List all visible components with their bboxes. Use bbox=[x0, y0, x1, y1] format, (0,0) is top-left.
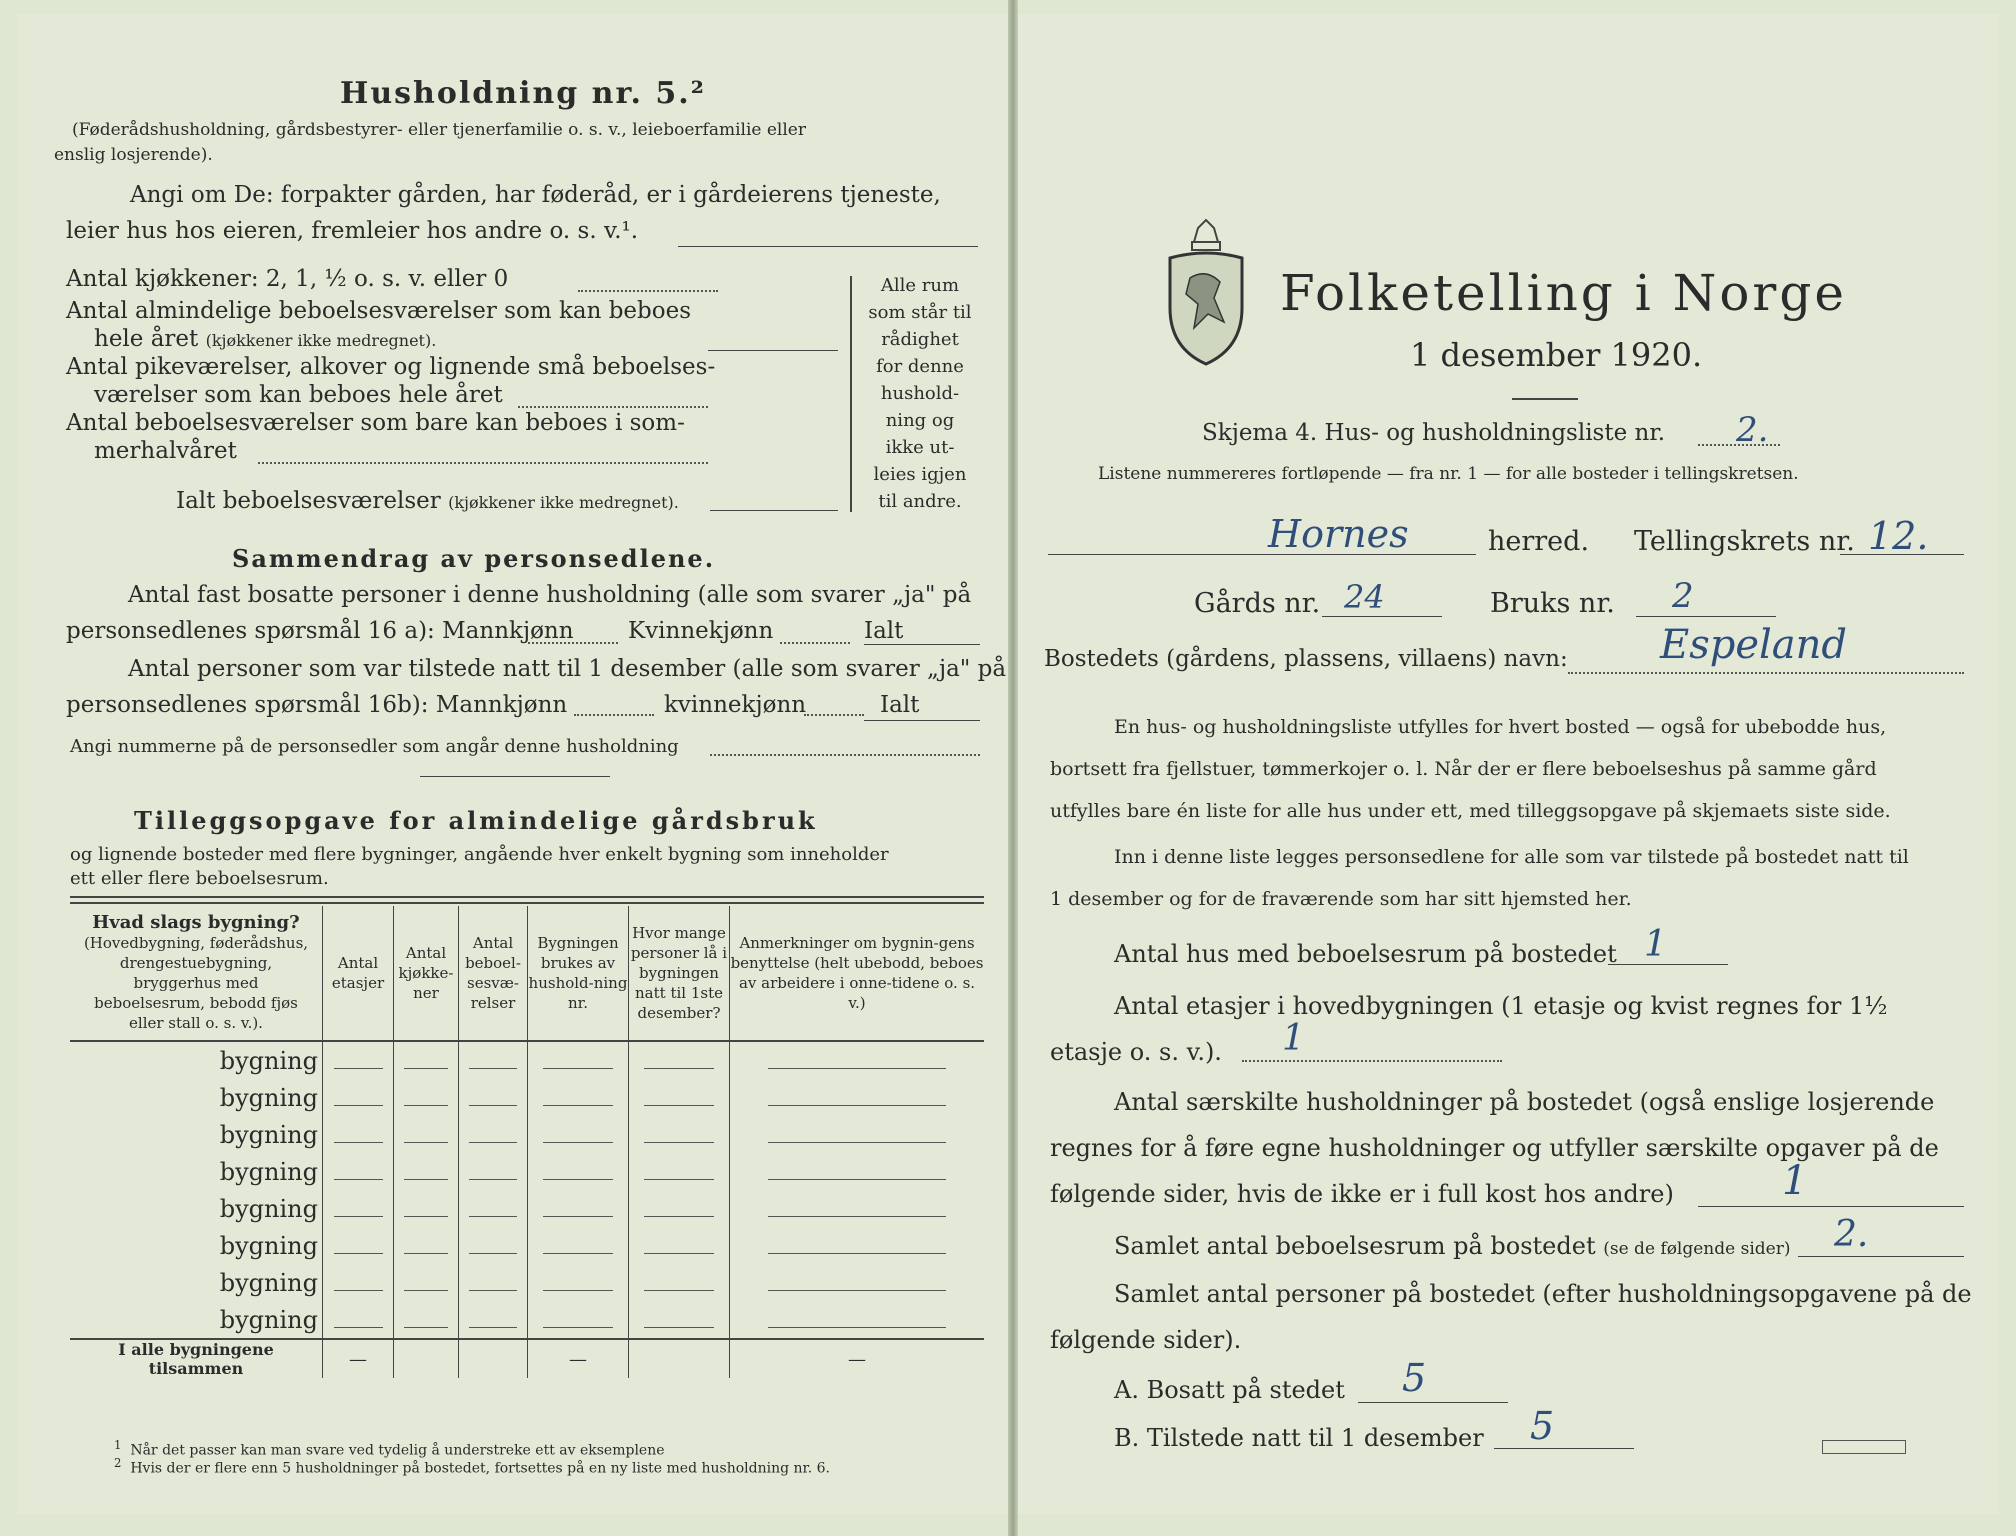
listene-note: Listene nummereres fortløpende — fra nr. 1 — for alle bosteder i tellingskretsen. bbox=[1098, 464, 1799, 484]
table-cell[interactable] bbox=[459, 1041, 528, 1079]
tilstede-line bbox=[1494, 1448, 1634, 1449]
etasjer-dots bbox=[1242, 1060, 1502, 1062]
fast-mann-dots bbox=[528, 642, 618, 644]
samlet-pers-line1: Samlet antal personer på bostedet (efter husholdningsopgavene på de bbox=[1114, 1280, 1972, 1308]
building-row-label: bygning bbox=[219, 1046, 318, 1075]
building-row-label: bygning bbox=[219, 1120, 318, 1149]
bruks-value: 2 bbox=[1672, 576, 1694, 616]
table-cell[interactable] bbox=[730, 1041, 985, 1079]
cell-line bbox=[469, 1142, 517, 1143]
table-cell[interactable] bbox=[730, 1190, 985, 1227]
cell-line bbox=[469, 1216, 517, 1217]
skjema-value: 2. bbox=[1736, 410, 1769, 450]
household-intro-line2: enslig losjerende). bbox=[54, 145, 213, 165]
building-row-label: bygning bbox=[219, 1231, 318, 1260]
sommer-label-line1: Antal beboelsesværelser som bare kan beboes i som- bbox=[66, 410, 685, 436]
table-row bbox=[70, 1116, 984, 1153]
table-cell[interactable] bbox=[459, 1264, 528, 1301]
table-cell[interactable] bbox=[629, 1116, 730, 1153]
building-row-label: bygning bbox=[219, 1157, 318, 1186]
samlet-rum-value: 2. bbox=[1834, 1214, 1869, 1255]
tilstede-ialt-line bbox=[864, 720, 980, 721]
fast-ialt-line bbox=[864, 644, 980, 645]
footnote-2: $^2$ Hvis der er flere enn 5 husholdninger på bostedet, fortsettes på en ny liste med husholdning nr. 6. bbox=[114, 1456, 830, 1477]
table-cell[interactable] bbox=[394, 1264, 459, 1301]
side-note-line: ning og bbox=[885, 410, 955, 431]
hus-label: Antal hus med beboelsesrum på bostedet bbox=[1114, 940, 1617, 968]
building-type-cell[interactable] bbox=[70, 1116, 323, 1153]
table-row bbox=[70, 1227, 984, 1264]
hus-value: 1 bbox=[1644, 924, 1667, 965]
total-cell[interactable] bbox=[394, 1339, 459, 1378]
cell-line bbox=[543, 1142, 613, 1143]
separator-rule bbox=[420, 776, 610, 777]
title-rule bbox=[1512, 398, 1578, 400]
cell-line bbox=[543, 1290, 613, 1291]
cell-line bbox=[543, 1105, 613, 1106]
cell-line bbox=[404, 1253, 449, 1254]
cell-line bbox=[543, 1179, 613, 1180]
cell-line bbox=[768, 1253, 946, 1254]
table-cell[interactable] bbox=[323, 1264, 394, 1301]
tilstede-line1: Antal personer som var tilstede natt til 1 desember (alle som svarer „ja" på bbox=[128, 656, 1007, 682]
bosted-label: Bostedets (gårdens, plassens, villaens) navn: bbox=[1044, 646, 1568, 672]
total-label: I alle bygningene tilsammen bbox=[70, 1339, 323, 1378]
cell-line bbox=[469, 1290, 517, 1291]
table-cell[interactable] bbox=[528, 1153, 629, 1190]
cell-line bbox=[644, 1253, 714, 1254]
census-date: 1 desember 1920. bbox=[1410, 336, 1703, 374]
cell-line bbox=[543, 1068, 613, 1069]
household-intro-line1: (Føderådshusholdning, gårdsbestyrer- eller tjenerfamilie o. s. v., leieboerfamilie eller bbox=[72, 120, 806, 140]
cell-line bbox=[404, 1290, 449, 1291]
table-row bbox=[70, 1264, 984, 1301]
table-cell[interactable] bbox=[629, 1190, 730, 1227]
etasjer-value: 1 bbox=[1282, 1018, 1305, 1059]
table-cell[interactable] bbox=[629, 1079, 730, 1116]
table-cell[interactable] bbox=[394, 1116, 459, 1153]
pike-label-line1: Antal pikeværelser, alkover og lignende små beboelses- bbox=[66, 354, 716, 380]
ialt-rum-answer-line bbox=[710, 510, 838, 511]
side-note bbox=[860, 272, 980, 515]
cell-line bbox=[404, 1105, 449, 1106]
cell-line bbox=[334, 1327, 383, 1328]
cell-line bbox=[334, 1253, 383, 1254]
etasjer-line1: Antal etasjer i hovedbygningen (1 etasje og kvist regnes for 1½ bbox=[1114, 992, 1888, 1020]
alm-label-line2: hele året (kjøkkener ikke medregnet). bbox=[94, 326, 437, 352]
cell-line bbox=[644, 1179, 714, 1180]
tillegg-title: Tilleggsopgave for almindelige gårdsbruk bbox=[134, 806, 818, 835]
samlet-rum-label: Samlet antal beboelsesrum på bostedet (se de følgende sider) bbox=[1114, 1232, 1791, 1260]
cell-line bbox=[334, 1290, 383, 1291]
fast-ialt-label: Ialt bbox=[864, 618, 904, 644]
cell-line bbox=[469, 1253, 517, 1254]
herred-line bbox=[1048, 554, 1476, 555]
fast-kvinne-dots bbox=[780, 642, 850, 644]
header-etasjer: Antal etasjer bbox=[323, 906, 394, 1041]
gards-label: Gårds nr. bbox=[1194, 588, 1321, 619]
table-top-rule2 bbox=[70, 902, 984, 904]
footnote-1: $^1$ Når det passer kan man svare ved tydelig å understreke ett av eksemplene bbox=[114, 1438, 665, 1459]
table-cell[interactable] bbox=[323, 1116, 394, 1153]
angi-line2: leier hus hos eieren, fremleier hos andre o. s. v.¹. bbox=[66, 218, 639, 244]
cell-line bbox=[543, 1253, 613, 1254]
cell-line bbox=[543, 1216, 613, 1217]
instruction-2a: Inn i denne liste legges personsedlene for alle som var tilstede på bostedet natt til bbox=[1114, 846, 1909, 868]
saerskilte-value: 1 bbox=[1782, 1158, 1808, 1204]
cell-line bbox=[768, 1216, 946, 1217]
side-brace bbox=[850, 276, 852, 512]
table-cell[interactable] bbox=[459, 1079, 528, 1116]
cell-line bbox=[644, 1216, 714, 1217]
table-cell[interactable] bbox=[528, 1301, 629, 1339]
table-cell[interactable] bbox=[730, 1116, 985, 1153]
table-cell[interactable] bbox=[394, 1190, 459, 1227]
cell-line bbox=[334, 1179, 383, 1180]
table-cell[interactable] bbox=[629, 1301, 730, 1339]
table-row bbox=[70, 1079, 984, 1116]
table-cell[interactable] bbox=[323, 1190, 394, 1227]
instruction-1c: utfylles bare én liste for alle hus under ett, med tilleggsopgave på skjemaets siste side. bbox=[1050, 800, 1891, 822]
cell-line bbox=[334, 1216, 383, 1217]
saerskilte-line1: Antal særskilte husholdninger på bostedet (også enslige losjerende bbox=[1114, 1088, 1935, 1116]
cell-line bbox=[768, 1105, 946, 1106]
side-note-line: hushold- bbox=[880, 383, 960, 404]
herred-label: herred. bbox=[1488, 526, 1590, 557]
bosted-dots bbox=[1568, 672, 1964, 674]
side-note-line: som står til bbox=[868, 302, 972, 323]
cell-line bbox=[334, 1105, 383, 1106]
table-cell[interactable] bbox=[528, 1264, 629, 1301]
side-note-line: for denne bbox=[876, 356, 964, 377]
cell-line bbox=[404, 1179, 449, 1180]
total-cell[interactable] bbox=[459, 1339, 528, 1378]
gards-line bbox=[1322, 616, 1442, 617]
cell-line bbox=[543, 1327, 613, 1328]
table-cell[interactable] bbox=[459, 1153, 528, 1190]
saerskilte-line2: regnes for å føre egne husholdninger og utfyller særskilte opgaver på de bbox=[1050, 1134, 1939, 1162]
krets-label: Tellingskrets nr. bbox=[1634, 526, 1855, 557]
cell-line bbox=[768, 1179, 946, 1180]
header-building-type: Hvad slags bygning? (Hovedbygning, føderådshus, drengestuebygning, bryggerhus med beboelsesrum, bebodd fjøs eller stall o. s. v.). bbox=[70, 906, 323, 1041]
side-note-line: til andre. bbox=[878, 491, 962, 512]
table-row bbox=[70, 1041, 984, 1079]
side-note-line: leies igjen bbox=[873, 464, 967, 485]
header-beboelsesvaerelser: Antal beboel-sesvæ-relser bbox=[459, 906, 528, 1041]
bosatt-value: 5 bbox=[1402, 1356, 1427, 1400]
table-cell[interactable] bbox=[323, 1153, 394, 1190]
bosatt-line bbox=[1358, 1402, 1508, 1403]
cell-line bbox=[644, 1068, 714, 1069]
cell-line bbox=[768, 1290, 946, 1291]
table-cell[interactable] bbox=[528, 1227, 629, 1264]
building-type-cell[interactable] bbox=[70, 1079, 323, 1116]
table-cell[interactable] bbox=[394, 1227, 459, 1264]
sommer-dots bbox=[258, 462, 708, 464]
instruction-2b: 1 desember og for de fraværende som har sitt hjemsted her. bbox=[1050, 888, 1632, 910]
tillegg-line2: ett eller flere beboelsesrum. bbox=[70, 868, 329, 889]
table-cell[interactable] bbox=[629, 1153, 730, 1190]
total-cell[interactable] bbox=[730, 1339, 985, 1378]
building-row-label: bygning bbox=[219, 1194, 318, 1223]
cell-line bbox=[469, 1179, 517, 1180]
nummer-label: Angi nummerne på de personsedler som angår denne husholdning bbox=[70, 736, 679, 757]
cell-line bbox=[768, 1068, 946, 1069]
cell-line bbox=[334, 1068, 383, 1069]
table-cell[interactable] bbox=[394, 1153, 459, 1190]
cell-line bbox=[644, 1142, 714, 1143]
table-cell[interactable] bbox=[528, 1041, 629, 1079]
tilstede-line2: personsedlenes spørsmål 16b): Mannkjønn bbox=[66, 692, 568, 718]
tilstede-value: 5 bbox=[1530, 1404, 1555, 1448]
alm-label-line1: Antal almindelige beboelsesværelser som kan beboes bbox=[66, 298, 692, 324]
samlet-rum-line bbox=[1798, 1256, 1964, 1257]
skjema-label: Skjema 4. Hus- og husholdningsliste nr. bbox=[1202, 420, 1666, 446]
header-anmerkninger: Anmerkninger om bygnin-gens benyttelse (helt ubebodd, beboes av arbeidere i onne-tidene o. s. v.) bbox=[730, 906, 985, 1041]
table-row bbox=[70, 1190, 984, 1227]
total-dash: — bbox=[569, 1348, 587, 1370]
table-cell[interactable] bbox=[528, 1116, 629, 1153]
table-cell[interactable] bbox=[528, 1190, 629, 1227]
header-husholdning-nr: Bygningen brukes av hushold-ning nr. bbox=[528, 906, 629, 1041]
cell-line bbox=[404, 1142, 449, 1143]
bosted-value: Espeland bbox=[1660, 622, 1848, 668]
side-note-line: Alle rum bbox=[880, 275, 960, 296]
bruks-label: Bruks nr. bbox=[1490, 588, 1615, 619]
building-row-label: bygning bbox=[219, 1305, 318, 1334]
total-dash: — bbox=[349, 1348, 367, 1370]
table-cell[interactable] bbox=[323, 1041, 394, 1079]
kjokken-label: Antal kjøkkener: 2, 1, ½ o. s. v. eller 0 bbox=[66, 266, 509, 292]
cell-line bbox=[644, 1327, 714, 1328]
cell-line bbox=[644, 1105, 714, 1106]
table-cell[interactable] bbox=[730, 1153, 985, 1190]
etasjer-line2: etasje o. s. v.). bbox=[1050, 1038, 1222, 1066]
table-cell[interactable] bbox=[459, 1190, 528, 1227]
total-cell[interactable] bbox=[528, 1339, 629, 1378]
saerskilte-line bbox=[1698, 1206, 1964, 1207]
table-top-rule1 bbox=[70, 896, 984, 898]
coat-of-arms-icon bbox=[1164, 218, 1248, 370]
table-cell[interactable] bbox=[394, 1079, 459, 1116]
tilstede-mann-dots bbox=[574, 714, 654, 716]
tillegg-line1: og lignende bosteder med flere bygninger, angående hver enkelt bygning som inneholder bbox=[70, 844, 889, 865]
nummer-dots bbox=[710, 754, 980, 756]
table-cell[interactable] bbox=[730, 1079, 985, 1116]
sommer-label-line2: merhalvåret bbox=[94, 438, 237, 464]
table-cell[interactable] bbox=[528, 1079, 629, 1116]
cell-line bbox=[768, 1142, 946, 1143]
angi-line1: Angi om De: forpakter gården, har føderåd, er i gårdeierens tjeneste, bbox=[130, 182, 941, 208]
table-row bbox=[70, 1301, 984, 1339]
bruks-line bbox=[1636, 616, 1776, 617]
alm-answer-line bbox=[708, 350, 838, 351]
building-table bbox=[70, 906, 984, 1378]
pike-dots bbox=[518, 406, 708, 408]
table-cell[interactable] bbox=[730, 1301, 985, 1339]
building-table-header bbox=[70, 906, 984, 1041]
side-note-line: ikke ut- bbox=[885, 437, 955, 458]
tilstede-ialt-label: Ialt bbox=[880, 692, 920, 718]
ialt-rum-label: Ialt beboelsesværelser (kjøkkener ikke medregnet). bbox=[176, 488, 679, 514]
table-cell[interactable] bbox=[323, 1227, 394, 1264]
cell-line bbox=[404, 1068, 449, 1069]
table-cell[interactable] bbox=[730, 1227, 985, 1264]
table-cell[interactable] bbox=[394, 1041, 459, 1079]
building-row-label: bygning bbox=[219, 1083, 318, 1112]
table-cell[interactable] bbox=[629, 1041, 730, 1079]
saerskilte-line3: følgende sider, hvis de ikke er i full kost hos andre) bbox=[1050, 1180, 1674, 1208]
table-cell[interactable] bbox=[730, 1264, 985, 1301]
building-type-cell[interactable] bbox=[70, 1264, 323, 1301]
printer-stamp bbox=[1822, 1440, 1906, 1454]
total-cell[interactable] bbox=[629, 1339, 730, 1378]
angi-answer-line bbox=[678, 246, 978, 247]
total-cell[interactable] bbox=[323, 1339, 394, 1378]
table-cell[interactable] bbox=[394, 1301, 459, 1339]
building-row-label: bygning bbox=[219, 1268, 318, 1297]
kjokken-dots bbox=[578, 290, 718, 292]
gards-value: 24 bbox=[1344, 578, 1385, 616]
table-cell[interactable] bbox=[459, 1116, 528, 1153]
right-page bbox=[1018, 14, 1998, 1514]
page-fold bbox=[1008, 0, 1018, 1536]
building-type-cell[interactable] bbox=[70, 1301, 323, 1339]
bosatt-label: A. Bosatt på stedet bbox=[1114, 1376, 1345, 1404]
tilstede-label: B. Tilstede natt til 1 desember bbox=[1114, 1424, 1484, 1452]
census-title: Folketelling i Norge bbox=[1280, 264, 1847, 322]
table-row bbox=[70, 1153, 984, 1190]
pike-label-line2: værelser som kan beboes hele året bbox=[94, 382, 503, 408]
table-cell[interactable] bbox=[629, 1227, 730, 1264]
building-type-cell[interactable] bbox=[70, 1153, 323, 1190]
cell-line bbox=[404, 1216, 449, 1217]
table-cell[interactable] bbox=[323, 1301, 394, 1339]
cell-line bbox=[469, 1068, 517, 1069]
herred-value: Hornes bbox=[1268, 512, 1409, 556]
cell-line bbox=[334, 1142, 383, 1143]
building-type-cell[interactable] bbox=[70, 1041, 323, 1079]
cell-line bbox=[768, 1327, 946, 1328]
fast-line1: Antal fast bosatte personer i denne husholdning (alle som svarer „ja" på bbox=[128, 582, 972, 608]
header-personer: Hvor mange personer lå i bygningen natt til 1ste desember? bbox=[629, 906, 730, 1041]
building-type-cell[interactable] bbox=[70, 1190, 323, 1227]
cell-line bbox=[469, 1327, 517, 1328]
tilstede-kvinne-dots bbox=[804, 714, 864, 716]
household-title: Husholdning nr. 5.² bbox=[340, 76, 706, 111]
table-cell[interactable] bbox=[629, 1264, 730, 1301]
side-note-line: rådighet bbox=[881, 329, 959, 350]
instruction-1a: En hus- og husholdningsliste utfylles for hvert bosted — også for ubebodde hus, bbox=[1114, 716, 1887, 738]
table-cell[interactable] bbox=[459, 1227, 528, 1264]
instruction-1b: bortsett fra fjellstuer, tømmerkojer o. l. Når der er flere beboelseshus på samme gård bbox=[1050, 758, 1877, 780]
fast-kvinne-label: Kvinnekjønn bbox=[628, 618, 774, 644]
cell-line bbox=[644, 1290, 714, 1291]
header-kjokkener: Antal kjøkke-ner bbox=[394, 906, 459, 1041]
total-dash: — bbox=[848, 1348, 866, 1370]
fast-line2: personsedlenes spørsmål 16 a): Mannkjønn bbox=[66, 618, 574, 644]
building-type-cell[interactable] bbox=[70, 1227, 323, 1264]
hus-line bbox=[1608, 964, 1728, 965]
left-page bbox=[18, 14, 1008, 1514]
cell-line bbox=[404, 1327, 449, 1328]
krets-value: 12. bbox=[1868, 514, 1929, 558]
summary-title: Sammendrag av personsedlene. bbox=[232, 544, 716, 573]
cell-line bbox=[469, 1105, 517, 1106]
tilstede-kvinne-label: kvinnekjønn bbox=[664, 692, 807, 718]
table-cell[interactable] bbox=[323, 1079, 394, 1116]
table-cell[interactable] bbox=[459, 1301, 528, 1339]
total-row bbox=[70, 1339, 984, 1378]
samlet-pers-line2: følgende sider). bbox=[1050, 1326, 1242, 1354]
